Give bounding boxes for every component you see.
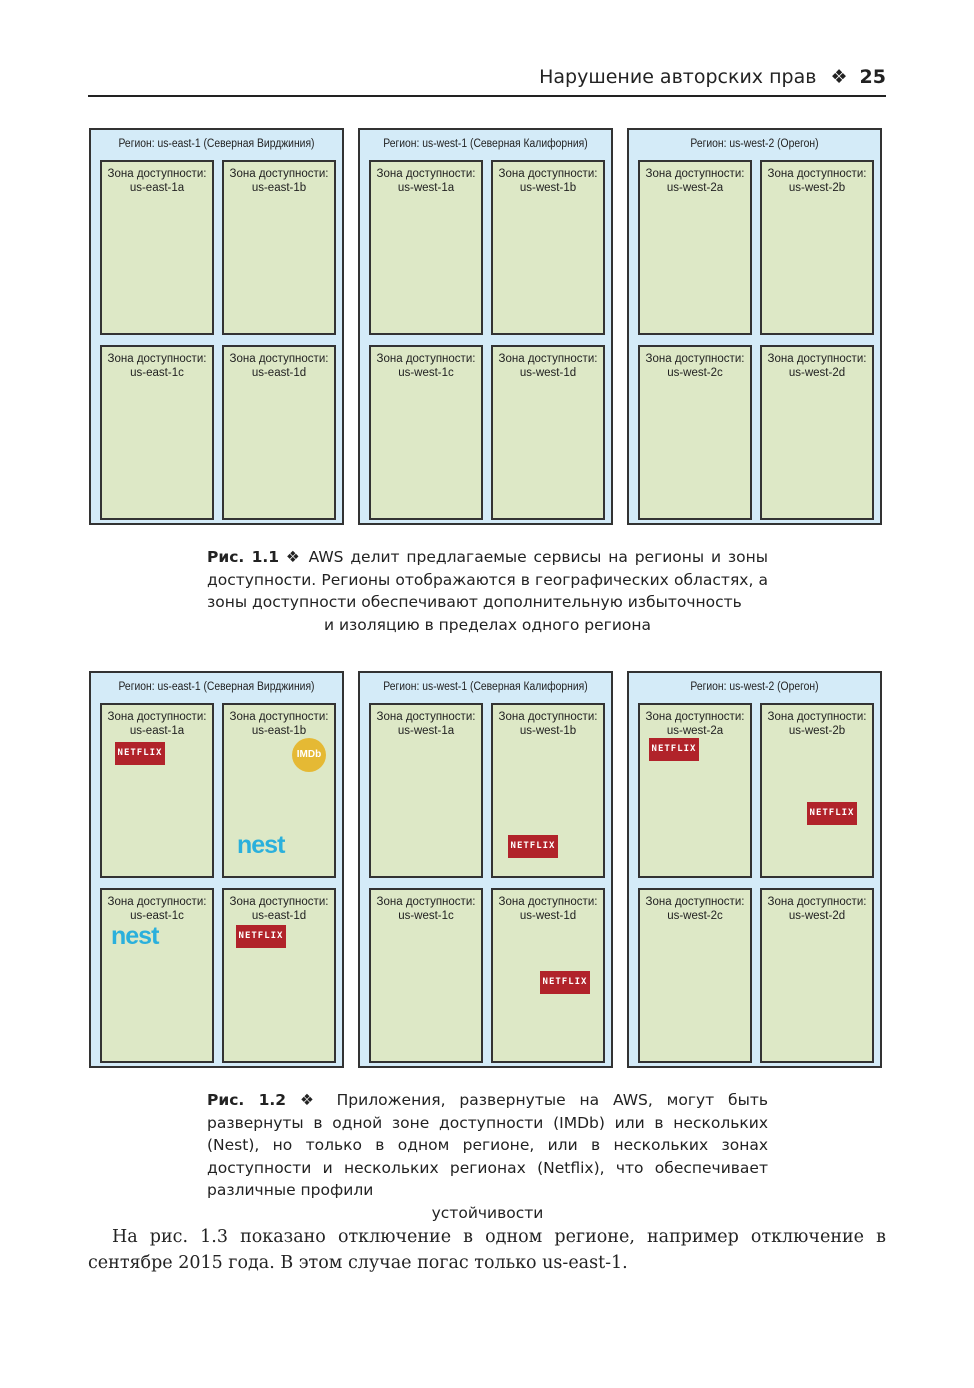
zone-name: us-east-1a bbox=[129, 725, 185, 737]
zone-name: us-east-1d bbox=[251, 367, 307, 379]
figure-1-2-caption bbox=[207, 1089, 768, 1224]
nest-logo: nest bbox=[237, 831, 285, 859]
zone-label: Зона доступности: bbox=[107, 353, 207, 365]
zone-name: us-west-2b bbox=[788, 182, 846, 194]
zone-label: Зона доступности: bbox=[767, 168, 867, 180]
availability-zone bbox=[491, 345, 605, 520]
region-box bbox=[358, 128, 613, 525]
netflix-logo: NETFLIX bbox=[649, 738, 699, 761]
zone-name: us-east-1b bbox=[251, 182, 307, 194]
netflix-logo: NETFLIX bbox=[236, 925, 286, 948]
netflix-logo: NETFLIX bbox=[115, 742, 165, 765]
zone-label: Зона доступности: bbox=[767, 896, 867, 908]
region-title: Регион: us-west-2 (Орегон) bbox=[690, 681, 819, 693]
zone-name: us-west-1c bbox=[398, 910, 454, 922]
zone-name: us-west-2d bbox=[788, 367, 846, 379]
availability-zone bbox=[100, 160, 214, 335]
region-title: Регион: us-east-1 (Северная Вирджиния) bbox=[118, 138, 315, 150]
zone-name: us-west-1d bbox=[519, 910, 577, 922]
zone-name: us-west-1a bbox=[397, 182, 455, 194]
region-box bbox=[358, 671, 613, 1068]
zone-label: Зона доступности: bbox=[229, 896, 329, 908]
zone-name: us-west-2c bbox=[667, 910, 723, 922]
availability-zone bbox=[369, 703, 483, 878]
netflix-logo: NETFLIX bbox=[508, 835, 558, 858]
availability-zone bbox=[760, 345, 874, 520]
zone-name: us-west-1b bbox=[519, 182, 577, 194]
zone-label: Зона доступности: bbox=[645, 896, 745, 908]
zone-label: Зона доступности: bbox=[107, 711, 207, 723]
availability-zone bbox=[638, 345, 752, 520]
zone-name: us-west-2c bbox=[667, 367, 723, 379]
availability-zone bbox=[369, 888, 483, 1063]
netflix-logo: NETFLIX bbox=[807, 802, 857, 825]
region-box bbox=[89, 671, 344, 1068]
region-title: Регион: us-west-1 (Северная Калифорния) bbox=[383, 138, 588, 150]
zone-label: Зона доступности: bbox=[229, 711, 329, 723]
availability-zone bbox=[491, 160, 605, 335]
zone-label: Зона доступности: bbox=[376, 353, 476, 365]
caption-label: Рис. 1.2 bbox=[207, 1091, 287, 1109]
netflix-logo: NETFLIX bbox=[540, 971, 590, 994]
zone-label: Зона доступности: bbox=[376, 896, 476, 908]
zone-name: us-west-2d bbox=[788, 910, 846, 922]
zone-label: Зона доступности: bbox=[107, 168, 207, 180]
availability-zone bbox=[760, 160, 874, 335]
zone-label: Зона доступности: bbox=[645, 711, 745, 723]
availability-zone bbox=[100, 345, 214, 520]
page-number: 25 bbox=[859, 66, 886, 88]
zone-label: Зона доступности: bbox=[498, 168, 598, 180]
zone-name: us-west-1d bbox=[519, 367, 577, 379]
zone-name: us-west-2a bbox=[666, 182, 724, 194]
availability-zone bbox=[222, 345, 336, 520]
availability-zone bbox=[222, 703, 336, 878]
zone-name: us-east-1b bbox=[251, 725, 307, 737]
zone-label: Зона доступности: bbox=[767, 353, 867, 365]
availability-zone bbox=[100, 888, 214, 1063]
region-box bbox=[627, 671, 882, 1068]
header-rule bbox=[88, 95, 886, 97]
caption-last-line: устойчивости bbox=[431, 1203, 544, 1222]
chapter-title: Нарушение авторских прав bbox=[539, 66, 817, 88]
zone-name: us-west-1a bbox=[397, 725, 455, 737]
region-box bbox=[89, 128, 344, 525]
caption-separator: ❖ bbox=[299, 1091, 323, 1109]
caption-text: AWS делит предлагаемые сервисы на регионы и зоны доступности. Регионы отображаются в географических областях, а зоны доступности обеспечивают дополнительную избыточность bbox=[207, 548, 768, 611]
region-box bbox=[627, 128, 882, 525]
zone-name: us-east-1c bbox=[130, 910, 184, 922]
availability-zone bbox=[222, 160, 336, 335]
caption-last-line: и изоляцию в пределах одного региона bbox=[323, 615, 652, 634]
caption-text: Приложения, развернутые на AWS, могут быть развернуты в одной зоне доступности (IMDb) или в нескольких (Nest), но только в одном регионе, или в нескольких зонах доступности и нескольких регионах (Netflix), что обеспечивает различные профили bbox=[207, 1091, 768, 1199]
availability-zone bbox=[638, 703, 752, 878]
zone-label: Зона доступности: bbox=[376, 168, 476, 180]
availability-zone bbox=[760, 888, 874, 1063]
header-separator: ❖ bbox=[830, 66, 848, 88]
region-title: Регион: us-west-2 (Орегон) bbox=[690, 138, 819, 150]
zone-label: Зона доступности: bbox=[645, 353, 745, 365]
zone-name: us-west-2b bbox=[788, 725, 846, 737]
availability-zone bbox=[369, 160, 483, 335]
zone-label: Зона доступности: bbox=[498, 896, 598, 908]
zone-name: us-west-1c bbox=[398, 367, 454, 379]
region-title: Регион: us-west-1 (Северная Калифорния) bbox=[383, 681, 588, 693]
caption-label: Рис. 1.1 bbox=[207, 548, 280, 566]
availability-zone bbox=[491, 703, 605, 878]
zone-name: us-east-1c bbox=[130, 367, 184, 379]
figure-1-1-caption bbox=[207, 546, 768, 636]
caption-separator: ❖ bbox=[285, 548, 302, 566]
running-header bbox=[539, 66, 886, 88]
zone-label: Зона доступности: bbox=[498, 711, 598, 723]
zone-label: Зона доступности: bbox=[767, 711, 867, 723]
availability-zone bbox=[638, 160, 752, 335]
availability-zone bbox=[760, 703, 874, 878]
zone-label: Зона доступности: bbox=[107, 896, 207, 908]
availability-zone bbox=[100, 703, 214, 878]
zone-name: us-east-1a bbox=[129, 182, 185, 194]
availability-zone bbox=[638, 888, 752, 1063]
body-paragraph: На рис. 1.3 показано отключение в одном регионе, например отключение в сентябре 2015 года. В этом случае погас только us-east-1. bbox=[88, 1227, 886, 1273]
region-title: Регион: us-east-1 (Северная Вирджиния) bbox=[118, 681, 315, 693]
zone-label: Зона доступности: bbox=[645, 168, 745, 180]
imdb-logo: IMDb bbox=[292, 738, 326, 772]
zone-label: Зона доступности: bbox=[498, 353, 598, 365]
zone-name: us-east-1d bbox=[251, 910, 307, 922]
zone-label: Зона доступности: bbox=[376, 711, 476, 723]
nest-logo: nest bbox=[111, 922, 159, 950]
zone-name: us-west-2a bbox=[666, 725, 724, 737]
availability-zone bbox=[222, 888, 336, 1063]
availability-zone bbox=[369, 345, 483, 520]
zone-label: Зона доступности: bbox=[229, 168, 329, 180]
zone-name: us-west-1b bbox=[519, 725, 577, 737]
availability-zone bbox=[491, 888, 605, 1063]
zone-label: Зона доступности: bbox=[229, 353, 329, 365]
